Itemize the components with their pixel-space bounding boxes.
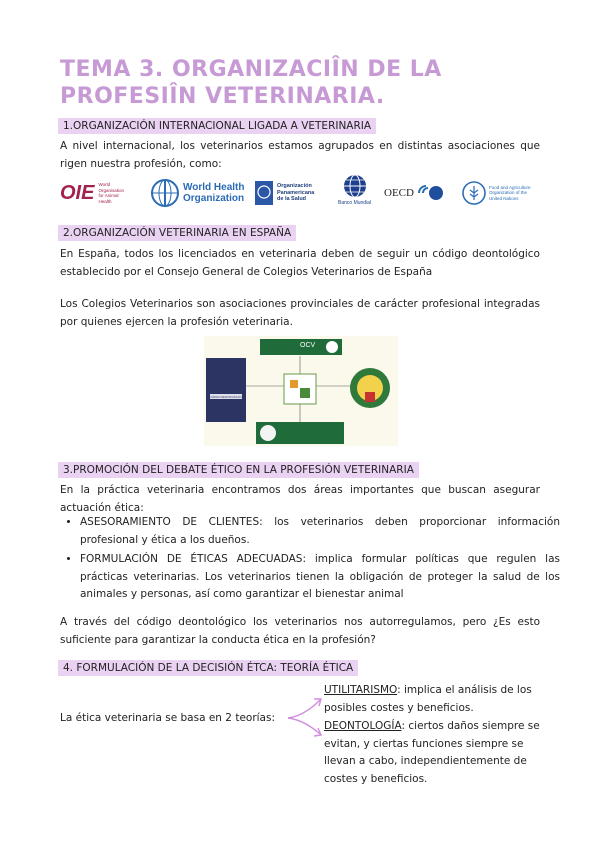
section1-heading: 1.ORGANIZACIÓN INTERNACIONAL LIGADA A VETERINARIA bbox=[58, 118, 376, 134]
fao-emblem-icon bbox=[462, 181, 486, 205]
oecd-mark-icon bbox=[417, 184, 445, 202]
bullet-label: ASESORAMIENTO DE CLIENTES: bbox=[80, 516, 263, 528]
worldbank-text: Banco Mundial bbox=[338, 200, 372, 206]
paho-line1: Organización bbox=[277, 183, 312, 190]
fao-caption: Food and Agriculture Organization of the United Nations bbox=[489, 184, 531, 201]
paho-line3: de la Salud bbox=[277, 196, 307, 203]
theory1-label: UTILITARISMO bbox=[324, 684, 398, 696]
theory-utilitarismo bbox=[324, 682, 540, 717]
oie-mark: OIE bbox=[60, 181, 95, 204]
who-logo bbox=[150, 176, 245, 210]
page-title: TEMA 3. ORGANIZACIÎN DE LA PROFESIÎN VETERINARIA. bbox=[60, 57, 442, 109]
who-emblem-icon bbox=[150, 178, 180, 208]
oie-caption: World Organisation for Animal Health bbox=[98, 182, 124, 204]
oecd-logo bbox=[384, 176, 445, 210]
section2-heading: 2.ORGANIZACIÓN VETERINARIA EN ESPAÑA bbox=[58, 225, 296, 241]
paho-emblem-icon bbox=[254, 180, 274, 206]
branch-arrow-icon bbox=[286, 694, 324, 742]
bullet-text: los veterinarios deben proporcionar información profesional y ética a los dueños. bbox=[80, 516, 560, 546]
theory1-text: : implica el análisis de los posibles costes y beneficios. bbox=[324, 684, 532, 714]
section2-text1: En España, todos los licenciados en veterinaria deben de seguir un código deontológico establecido por el Consejo General de Colegios Veterinarios de España bbox=[60, 248, 540, 278]
section3-question: A través del código deontológico los veterinarios nos autorregulamos, pero ¿Es esto suficiente para garantizar la conducta ética en la profesión? bbox=[60, 616, 540, 646]
list-item bbox=[80, 514, 560, 549]
section2-text2: Los Colegios Veterinarios son asociaciones provinciales de carácter profesional integradas por quienes ejercen la profesión veterinaria. bbox=[60, 298, 540, 328]
worldbank-logo bbox=[338, 174, 371, 212]
list-item bbox=[80, 551, 560, 604]
theory2-label: DEONTOLOGÍA bbox=[324, 720, 402, 732]
theory-deontologia bbox=[324, 718, 540, 788]
paho-logo bbox=[254, 176, 314, 210]
theories-lead: La ética veterinaria se basa en 2 teorías: bbox=[60, 712, 275, 724]
diagram-banner-text: OCV bbox=[300, 342, 316, 349]
section4-heading: 4. FORMULACIÓN DE LA DECISIÓN ÉTCA: TEORÍA ÉTICA bbox=[58, 660, 358, 676]
book-title: CÓDIGO DEONTOLÓGICO bbox=[210, 396, 242, 399]
section3-bullet-list bbox=[60, 514, 560, 606]
paho-line2: Panamericana bbox=[277, 189, 315, 196]
bullet-text: implica formular políticas que regulen las prácticas veterinarias. Los veterinarios tienen la obligación de proteger la salud de los animales y personas, así como garantizar el bienestar animal bbox=[80, 553, 560, 600]
oie-logo bbox=[60, 176, 126, 210]
fao-logo bbox=[462, 176, 535, 210]
colegios-diagram bbox=[204, 336, 398, 446]
theory2-text: : ciertos daños siempre se evitan, y ciertas funciones siempre se llevan a cabo, independientemente de costes y beneficios. bbox=[324, 720, 540, 785]
section3-heading: 3.PROMOCIÓN DEL DEBATE ÉTICO EN LA PROFESIÓN VETERINARIA bbox=[58, 462, 419, 478]
section3-intro: En la práctica veterinaria encontramos dos áreas importantes que buscan asegurar actuación ética: bbox=[60, 484, 540, 514]
oecd-text: OECD bbox=[384, 187, 414, 199]
diagram-graphic bbox=[204, 336, 398, 446]
section1-text: A nivel internacional, los veterinarios estamos agrupados en distintas asociaciones que rigen nuestra profesión, como: bbox=[60, 140, 540, 170]
bullet-label: FORMULACIÓN DE ÉTICAS ADECUADAS: bbox=[80, 553, 307, 565]
globe-icon bbox=[343, 174, 367, 198]
who-text: World Health Organization bbox=[183, 182, 245, 204]
